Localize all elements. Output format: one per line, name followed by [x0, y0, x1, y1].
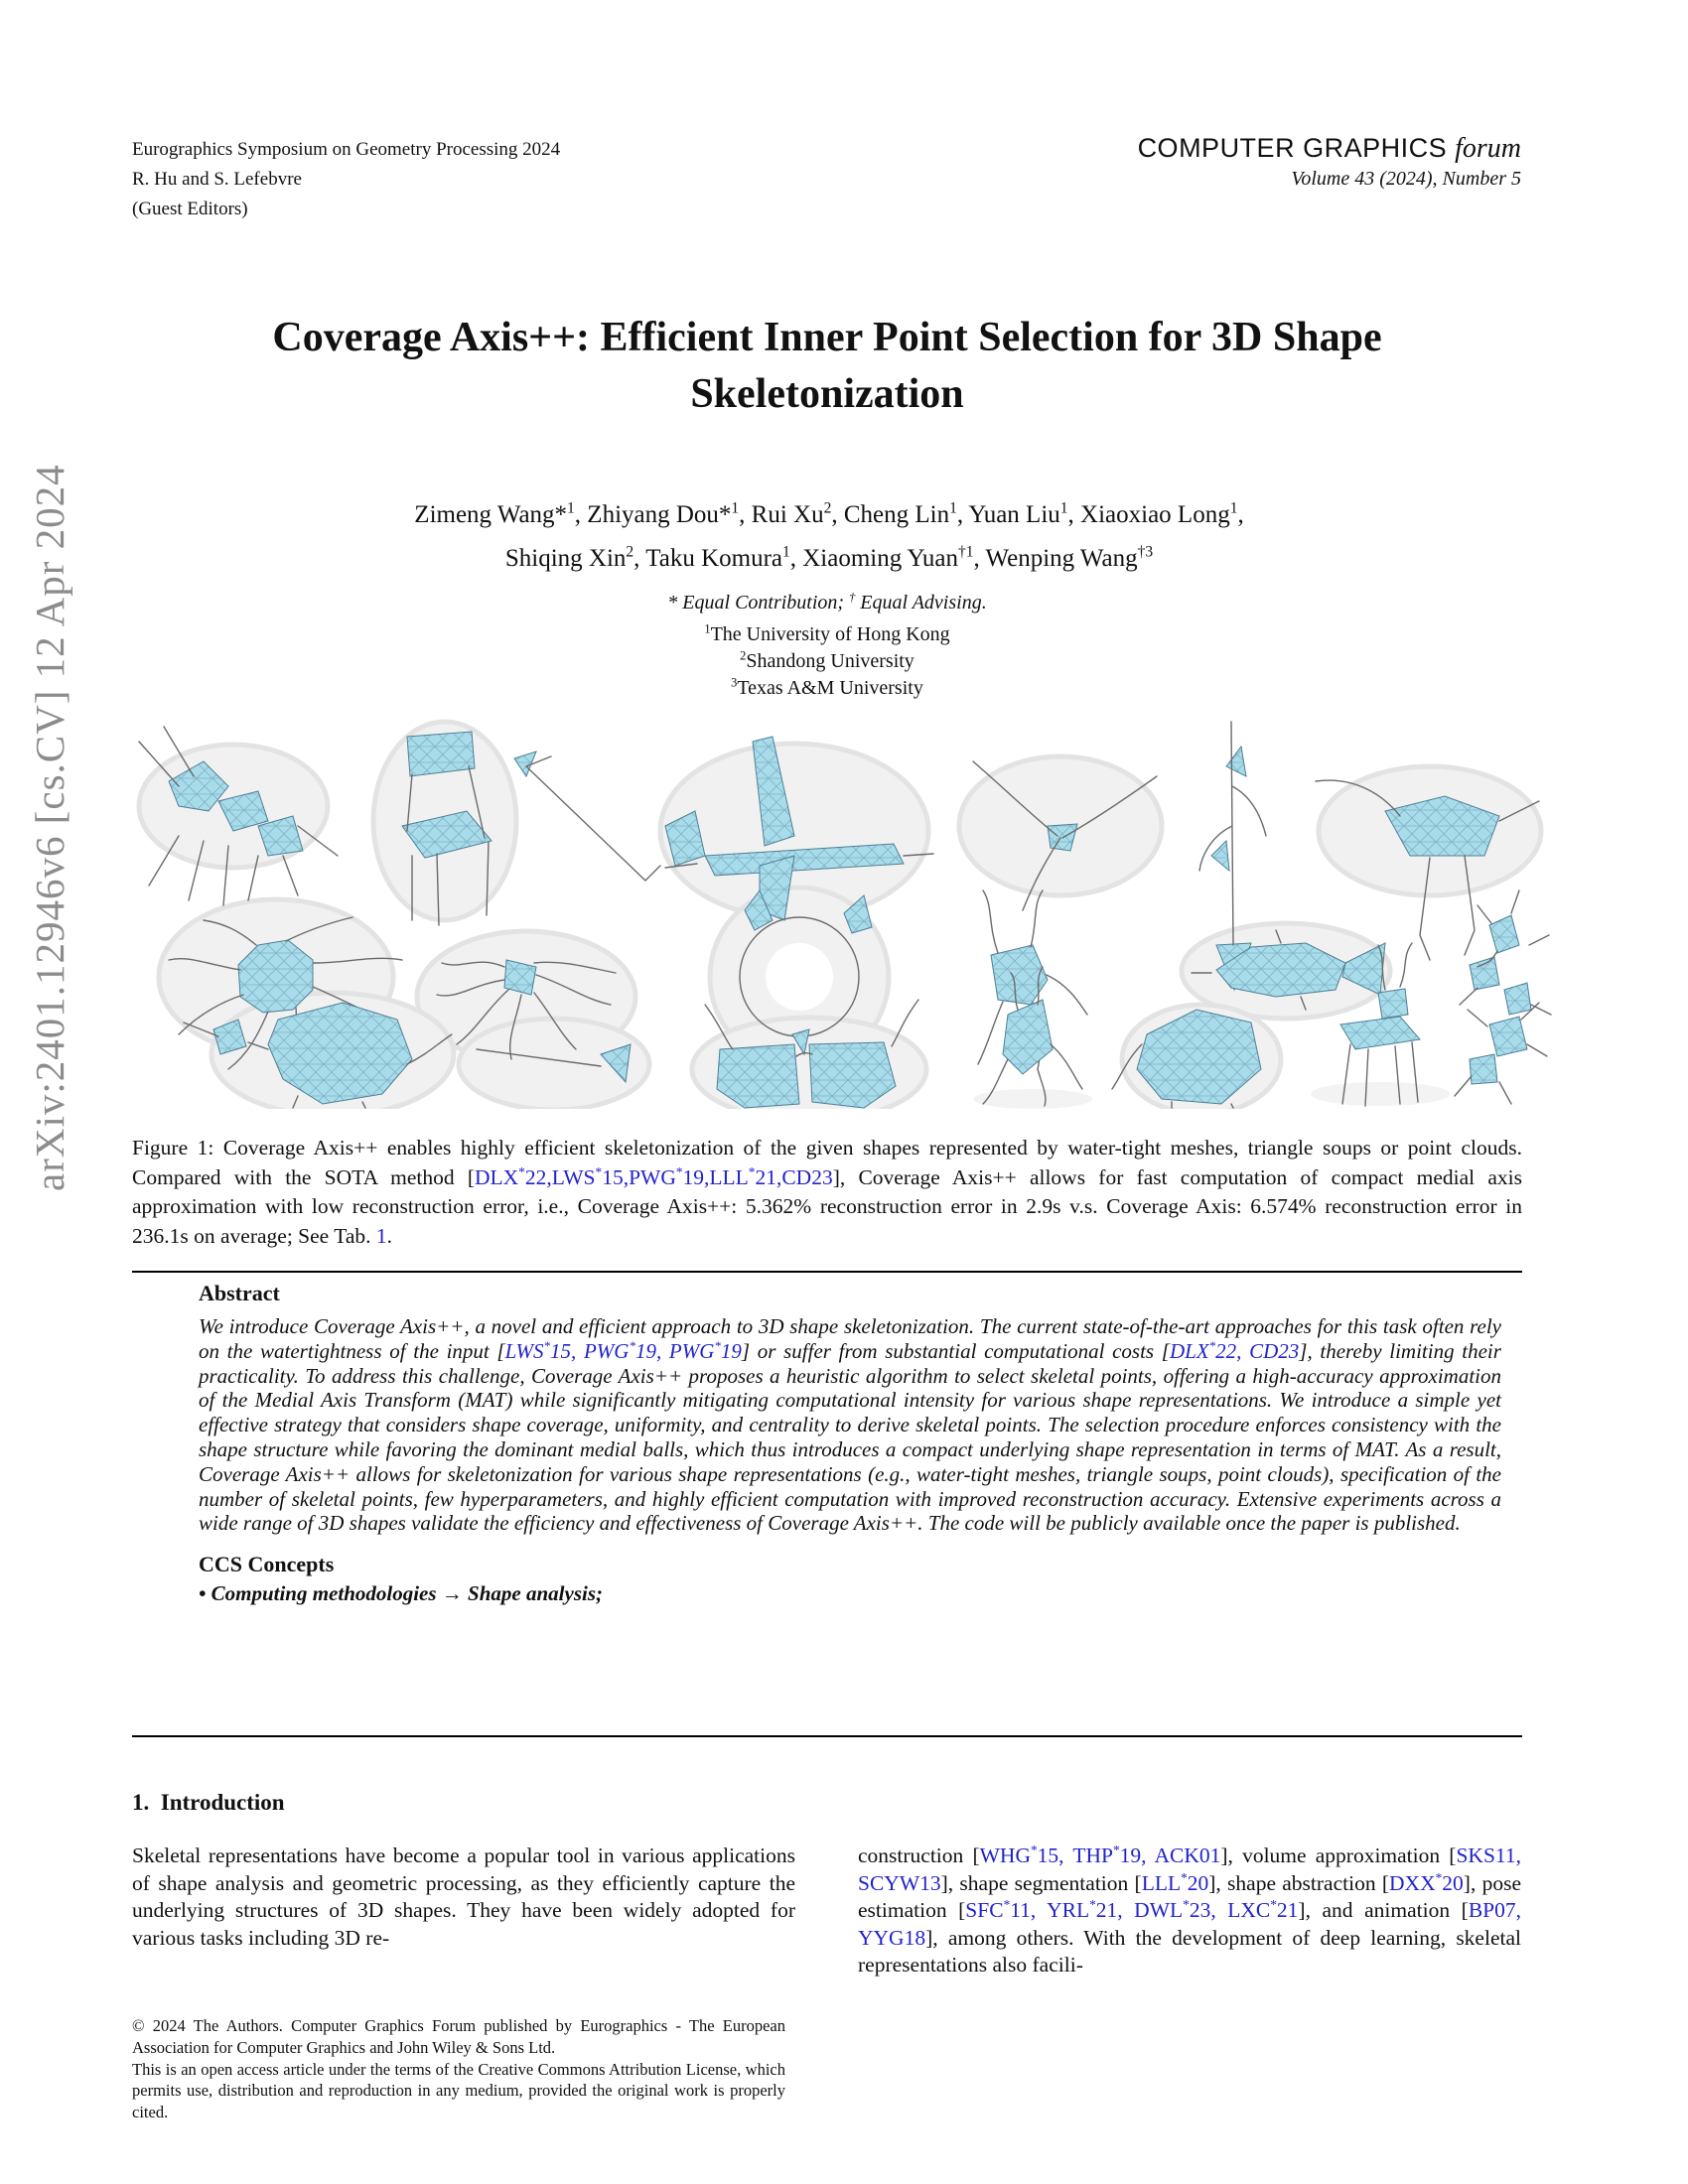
author-line-2: Shiqing Xin$^2$, Taku Komura$^1$, Xiaoming Yuan$^{\dagger 1}$, Wenping Wang$^{\dagger 3}$ — [504, 543, 1154, 572]
citation-link[interactable]: 1 — [375, 1223, 387, 1248]
contribution-note: * Equal Contribution; † Equal Advising. — [667, 590, 987, 614]
author-line-1: Zimeng Wang*$^1$, Zhiyang Dou*$^1$, Rui Xu$^2$, Cheng Lin$^1$, Yuan Liu$^1$, Xiaoxiao Long$^1$, — [414, 499, 1244, 528]
abstract-heading: Abstract — [199, 1281, 280, 1305]
citation-link[interactable]: LWS*15, PWG*19, PWG*19 — [504, 1337, 742, 1363]
ccs-concepts-line: • Computing methodologies → Shape analysis; — [199, 1581, 603, 1606]
venue-header — [132, 135, 560, 224]
citation-link[interactable]: DLX*22,LWS*15,PWG*19,LLL*21,CD23 — [474, 1163, 833, 1189]
arxiv-watermark: arXiv:2401.12946v6 [cs.CV] 12 Apr 2024 — [27, 464, 72, 1191]
citation-link[interactable]: BP07, YYG18 — [858, 1898, 1522, 1950]
body-column-right: construction [WHG*15, THP*19, ACK01], volume approximation [SKS11, SCYW13], shape segmentation [LLL*20], shape abstraction [DXX*20], pose estimation [SFC*11, YRL*21, DWL*23, LXC*21], and animation [BP07, YYG18], among others. With the development of deep learning, skeletal representations also facili- — [858, 1842, 1522, 1978]
figure-1-caption: Figure 1: Coverage Axis++ enables highly efficient skeletonization of the given shapes represented by water-tight meshes, triangle soups or point clouds. Compared with the SOTA method [DLX*22,LWS*15,PWG*19,LLL*21,CD23], Coverage Axis++ allows for fast computation of compact medial axis approximation with low reconstruction error, i.e., Coverage Axis++: 5.362% reconstruction error in 2.9s v.s. Coverage Axis: 6.574% reconstruction error in 236.1s on average; See Tab. 1. — [132, 1136, 1522, 1248]
ccs-heading: CCS Concepts — [199, 1552, 335, 1577]
journal-brand-main: COMPUTER GRAPHICS — [1137, 133, 1456, 163]
journal-header — [1138, 133, 1521, 191]
abstract-section — [199, 1281, 1501, 1606]
citation-link[interactable]: SKS11, SCYW13 — [858, 1843, 1521, 1895]
affiliation-2: $^2$Shandong University — [740, 648, 914, 672]
affiliation-1: $^1$The University of Hong Kong — [704, 621, 950, 645]
copyright-footnote — [132, 2015, 785, 2123]
venue-line: Eurographics Symposium on Geometry Processing 2024 — [132, 139, 561, 160]
body-column-left: Skeletal representations have become a popular tool in various applications of shape analysis and geometric processing, as they efficiently capture the underlying structures of 3D shapes. They have been widely adopted for various tasks including 3D re- — [132, 1843, 795, 1950]
figure-1-image — [109, 707, 1579, 1109]
journal-brand — [1138, 133, 1521, 165]
editors-line: R. Hu and S. Lefebvre — [132, 169, 302, 190]
affiliation-list — [132, 621, 1522, 702]
author-list — [109, 493, 1549, 581]
citation-link[interactable]: SFC*11, YRL*21, DWL*23, LXC*21 — [965, 1897, 1299, 1923]
citation-link[interactable]: DLX*22, CD23 — [1169, 1337, 1300, 1363]
license-line: This is an open access article under the terms of the Creative Commons Attribution License, which permits use, distribution and reproduction in any medium, provided the original work is properly cited. — [132, 2059, 785, 2122]
paper-title: Coverage Axis++: Efficient Inner Point Selection for 3D Shape Skeletonization — [272, 315, 1382, 417]
journal-brand-forum: forum — [1455, 133, 1521, 164]
journal-volume: Volume 43 (2024), Number 5 — [1291, 168, 1521, 190]
citation-link[interactable]: WHG*15, THP*19, ACK01 — [979, 1842, 1221, 1867]
affiliation-3: $^3$Texas A&M University — [731, 675, 923, 699]
citation-link[interactable]: DXX*20 — [1389, 1869, 1464, 1895]
guest-editors-line: (Guest Editors) — [132, 199, 248, 219]
divider-above-abstract — [132, 1271, 1522, 1273]
abstract-text: We introduce Coverage Axis++, a novel and efficient approach to 3D shape skeletonization. The current state-of-the-art approaches for this task often rely on the watertightness of the input [LWS*15, PWG*19, PWG*19] or suffer from substantial computational costs [DLX*22, CD23], thereby limiting their practicality. To address this challenge, Coverage Axis++ proposes a heuristic algorithm to select skeletal points, offering a high-accuracy approximation of the Medial Axis Transform (MAT) while significantly mitigating computational intensity for various shape representations. We introduce a simple yet effective strategy that considers shape coverage, uniformity, and centrality to derive skeletal points. The selection procedure enforces consistency with the shape structure while favoring the dominant medial balls, which thus introduces a compact underlying shape representation in terms of MAT. As a result, Coverage Axis++ allows for skeletonization for various shape representations (e.g., water-tight meshes, triangle soups, point clouds), specification of the number of skeletal points, few hyperparameters, and highly efficient computation with improved reconstruction accuracy. Extensive experiments across a wide range of 3D shapes validate the efficiency and effectiveness of Coverage Axis++. The code will be publicly available once the paper is published. — [199, 1314, 1501, 1536]
copyright-line: © 2024 The Authors. Computer Graphics Forum published by Eurographics - The European Association for Computer Graphics and John Wiley & Sons Ltd. — [132, 2016, 785, 2057]
section-1-heading: 1. Introduction — [132, 1790, 285, 1815]
divider-above-body — [132, 1735, 1522, 1737]
citation-link[interactable]: LLL*20 — [1141, 1869, 1209, 1895]
